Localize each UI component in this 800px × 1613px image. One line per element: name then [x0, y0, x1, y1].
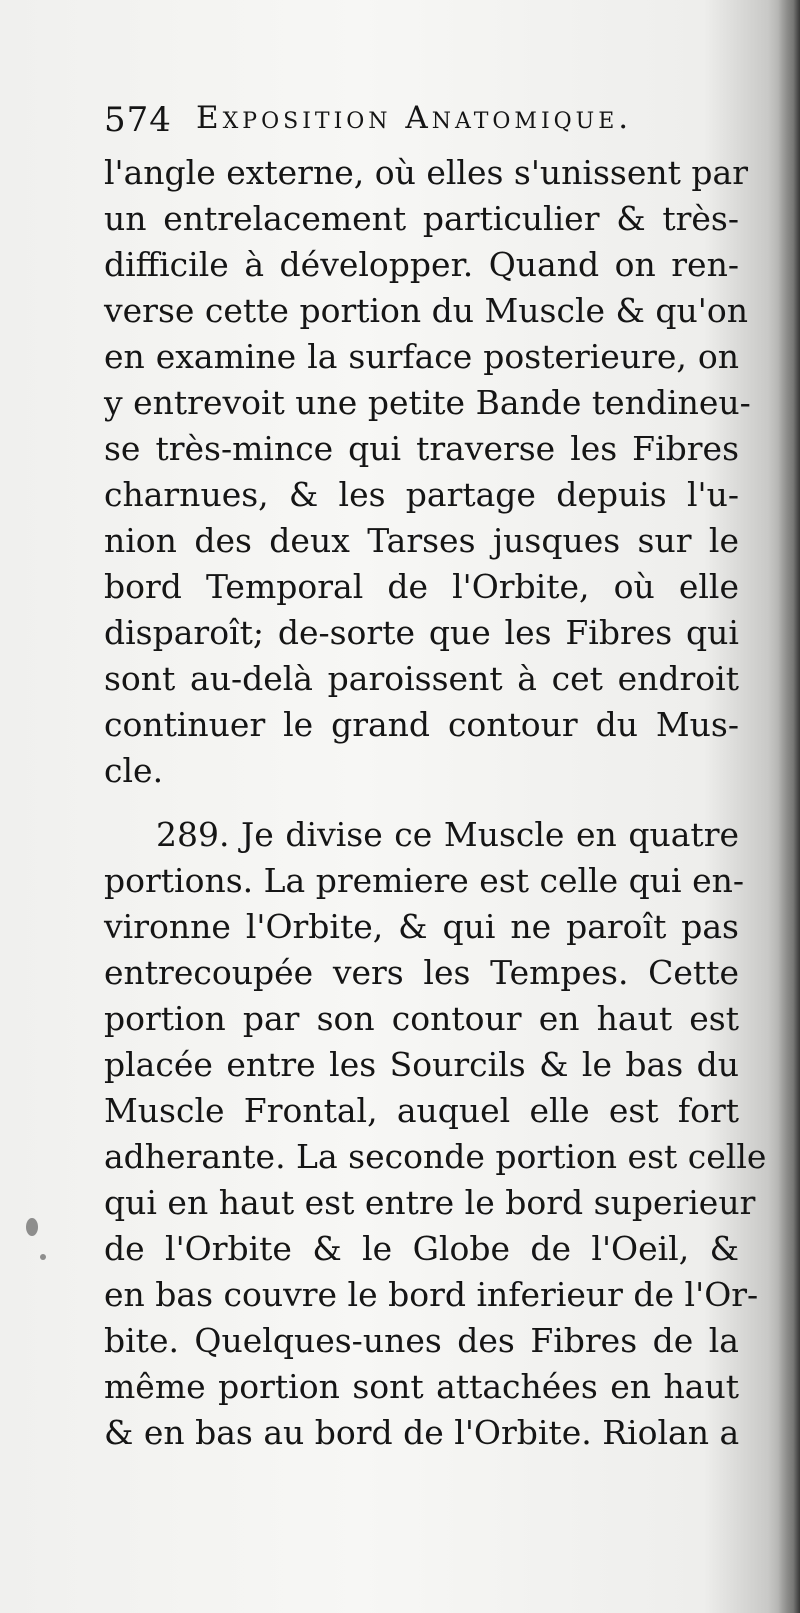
text-line: entrecoupée vers les Tempes. Cette [104, 953, 739, 992]
text-line: un entrelacement particulier & très- [104, 199, 739, 238]
text-line: continuer le grand contour du Mus- [104, 705, 739, 744]
running-head-title: Exposition Anatomique. [196, 100, 633, 136]
ink-speck [26, 1218, 38, 1236]
text-line: l'angle externe, où elles s'unissent par [104, 153, 748, 192]
text-line: charnues, & les partage depuis l'u- [104, 475, 739, 514]
text-line: & en bas au bord de l'Orbite. Riolan a [104, 1413, 740, 1452]
text-line: bite. Quelques-unes des Fibres de la [104, 1321, 739, 1360]
text-line: en bas couvre le bord inferieur de l'Or- [104, 1275, 759, 1314]
text-line: de l'Orbite & le Globe de l'Oeil, & [104, 1229, 739, 1268]
text-line: Muscle Frontal, auquel elle est fort [104, 1091, 739, 1130]
text-line: vironne l'Orbite, & qui ne paroît pas [104, 907, 739, 946]
text-line: y entrevoit une petite Bande tendineu- [104, 383, 751, 422]
page-number: 574 [104, 100, 172, 140]
text-line: même portion sont attachées en haut [104, 1367, 739, 1406]
text-line: difficile à développer. Quand on ren- [104, 245, 739, 284]
text-line: placée entre les Sourcils & le bas du [104, 1045, 739, 1084]
text-line: cle. [104, 751, 164, 790]
text-line: portions. La premiere est celle qui en- [104, 861, 745, 900]
text-line: nion des deux Tarses jusques sur le [104, 521, 739, 560]
ink-speck [40, 1254, 46, 1260]
text-line: qui en haut est entre le bord superieur [104, 1183, 756, 1222]
text-line: en examine la surface posterieure, on [104, 337, 739, 376]
text-line: adherante. La seconde portion est celle [104, 1137, 767, 1176]
paragraph-first-line: 289. Je divise ce Muscle en quatre [156, 815, 739, 854]
text-line: bord Temporal de l'Orbite, où elle [104, 567, 739, 606]
running-head [104, 100, 754, 150]
text-line: portion par son contour en haut est [104, 999, 739, 1038]
page-gutter-shadow [778, 0, 800, 1613]
text-line: verse cette portion du Muscle & qu'on [104, 291, 748, 330]
text-line: sont au-delà paroissent à cet endroit [104, 659, 739, 698]
text-line: disparoît; de-sorte que les Fibres qui [104, 613, 739, 652]
text-line: se très-mince qui traverse les Fibres [104, 429, 739, 468]
